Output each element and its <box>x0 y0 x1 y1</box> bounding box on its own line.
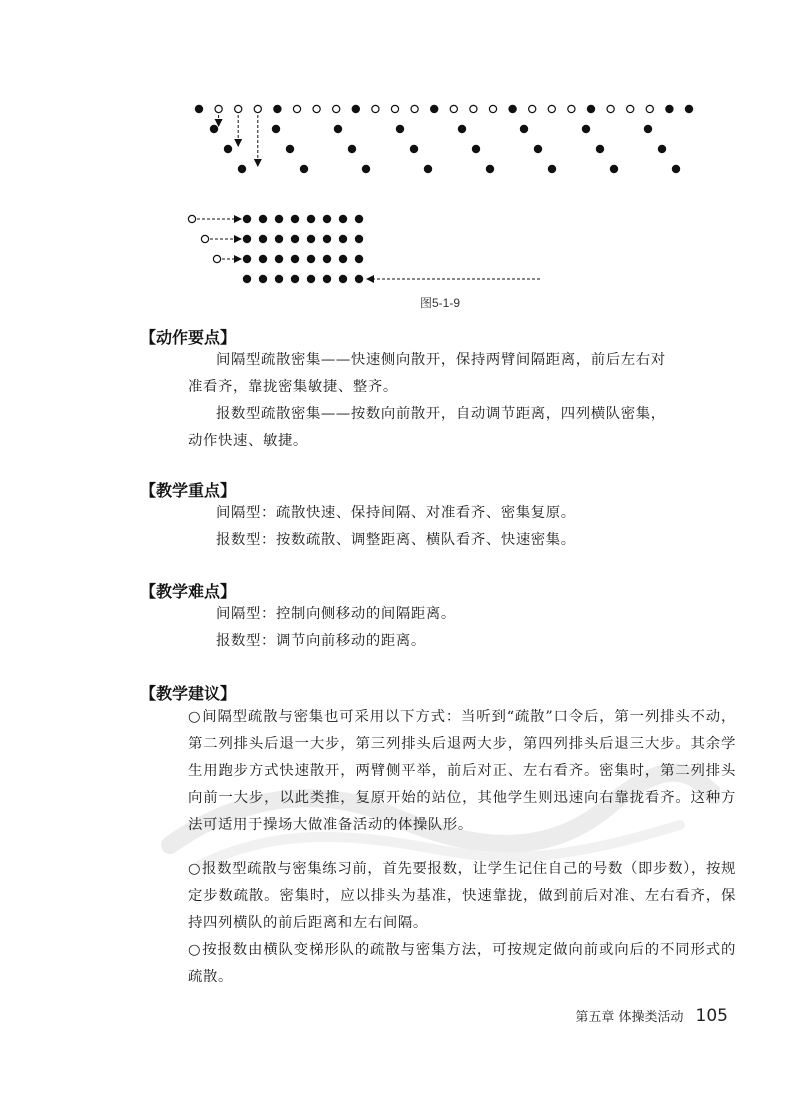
dense-block-person-marker <box>259 255 266 262</box>
teaching-focus-line-2: 报数型：按数疏散、调整距离、横队看齐、快速密集。 <box>216 532 576 548</box>
person-open-marker <box>215 105 222 112</box>
person-filled-marker <box>352 105 359 112</box>
dense-block-person-marker <box>323 255 330 262</box>
person-filled-marker <box>195 105 202 112</box>
formation-diagram <box>0 0 800 300</box>
suggestion-text-1: 间隔型疏散与密集也可采用以下方式：当听到“疏散”口令后，第一列排头不动，第二列排头后退一大步，第三列排头后退两大步，第四列排头后退三大步。其余学生用跑步方式快速散开，两臂侧平举，前后对正、左右看齐。密集时，第二列排头向前一大步，以此类推，复原开始的站位，其他学生则迅速向右靠拢看齐。这种方法可适用于操场大做准备活动的体操队形。 <box>188 709 736 833</box>
dense-block-person-marker <box>323 235 330 242</box>
bullet-circle-icon: ○ <box>188 709 202 725</box>
heading-action-points: 【动作要点】 <box>140 328 237 347</box>
person-filled-marker <box>587 105 594 112</box>
dense-block-person-marker <box>355 215 362 222</box>
echelon-person-marker <box>300 165 307 172</box>
person-open-marker <box>293 105 300 112</box>
person-open-marker <box>333 105 340 112</box>
person-filled-marker <box>666 105 673 112</box>
dense-block-person-marker <box>355 275 362 282</box>
page-number: 105 <box>695 1006 728 1026</box>
dense-block-person-marker <box>291 215 298 222</box>
action-points-line-2: 准看齐，靠拢密集敏捷、整齐。 <box>188 379 398 395</box>
dense-block-person-marker <box>291 275 298 282</box>
person-open-marker <box>470 105 477 112</box>
echelon-person-marker <box>644 125 651 132</box>
suggestion-item-1 <box>188 704 736 839</box>
dense-block-person-marker <box>275 235 282 242</box>
dense-block-person-marker <box>339 235 346 242</box>
echelon-person-marker <box>582 125 589 132</box>
echelon-person-marker <box>424 165 431 172</box>
dense-block-person-marker <box>291 235 298 242</box>
person-filled-marker <box>274 105 281 112</box>
dense-block-person-marker <box>243 215 250 222</box>
person-open-marker <box>372 105 379 112</box>
echelon-person-marker <box>224 145 231 152</box>
dense-block-person-marker <box>243 235 250 242</box>
dense-block-person-marker <box>259 275 266 282</box>
echelon-person-marker <box>334 125 341 132</box>
person-open-marker <box>391 105 398 112</box>
figure-caption: 图5-1-9 <box>419 296 460 310</box>
echelon-person-marker <box>348 145 355 152</box>
action-points-line-1: 间隔型疏散密集——快速侧向散开，保持两臂间隔距离，前后左右对 <box>216 352 666 368</box>
dense-block-person-marker <box>243 275 250 282</box>
action-points-line-4: 动作快速、敏捷。 <box>188 433 308 449</box>
person-filled-marker <box>431 105 438 112</box>
page-footer <box>575 1006 728 1026</box>
chapter-label: 第五章 体操类活动 <box>575 1010 684 1025</box>
echelon-person-marker <box>596 145 603 152</box>
person-filled-marker <box>685 105 692 112</box>
heading-teaching-difficulty: 【教学难点】 <box>140 582 237 601</box>
echelon-person-marker <box>458 125 465 132</box>
echelon-person-marker <box>396 125 403 132</box>
dense-block-person-marker <box>339 255 346 262</box>
echelon-person-marker <box>362 165 369 172</box>
echelon-person-marker <box>672 165 679 172</box>
bullet-circle-icon: ○ <box>188 942 202 958</box>
dense-block-person-marker <box>307 235 314 242</box>
suggestion-text-3: 按报数由横队变梯形队的疏散与密集方法，可按规定做向前或向后的不同形式的疏散。 <box>188 942 736 985</box>
person-open-marker <box>646 105 653 112</box>
echelon-person-marker <box>238 165 245 172</box>
person-open-marker <box>489 105 496 112</box>
dense-block-person-marker <box>259 235 266 242</box>
person-open-marker <box>450 105 457 112</box>
echelon-person-marker <box>534 145 541 152</box>
incoming-person-marker <box>213 255 220 262</box>
heading-teaching-suggestions: 【教学建议】 <box>140 684 237 703</box>
dense-block-person-marker <box>275 255 282 262</box>
person-open-marker <box>627 105 634 112</box>
echelon-person-marker <box>548 165 555 172</box>
heading-teaching-focus: 【教学重点】 <box>140 481 237 500</box>
dense-block-person-marker <box>339 215 346 222</box>
incoming-person-marker <box>188 215 195 222</box>
echelon-person-marker <box>472 145 479 152</box>
person-open-marker <box>529 105 536 112</box>
dense-block-person-marker <box>307 275 314 282</box>
dense-block-person-marker <box>275 215 282 222</box>
echelon-person-marker <box>610 165 617 172</box>
dense-block-person-marker <box>291 255 298 262</box>
teaching-difficulty-line-1: 间隔型：控制向侧移动的间隔距离。 <box>216 606 456 622</box>
person-open-marker <box>411 105 418 112</box>
dense-block-person-marker <box>307 215 314 222</box>
suggestion-item-2 <box>188 856 736 937</box>
dense-block-person-marker <box>243 255 250 262</box>
echelon-person-marker <box>286 145 293 152</box>
teaching-focus-line-1: 间隔型：疏散快速、保持间隔、对准看齐、密集复原。 <box>216 505 576 521</box>
incoming-person-marker <box>201 235 208 242</box>
person-open-marker <box>313 105 320 112</box>
teaching-difficulty-line-2: 报数型：调节向前移动的距离。 <box>216 633 426 649</box>
person-open-marker <box>235 105 242 112</box>
dense-block-person-marker <box>355 235 362 242</box>
echelon-person-marker <box>486 165 493 172</box>
echelon-person-marker <box>410 145 417 152</box>
dense-block-person-marker <box>323 275 330 282</box>
dense-block-person-marker <box>307 255 314 262</box>
action-points-line-3: 报数型疏散密集——按数向前散开，自动调节距离，四列横队密集， <box>216 406 666 422</box>
suggestion-item-3 <box>188 937 736 991</box>
echelon-person-marker <box>210 125 217 132</box>
person-open-marker <box>607 105 614 112</box>
person-open-marker <box>568 105 575 112</box>
person-open-marker <box>548 105 555 112</box>
echelon-person-marker <box>520 125 527 132</box>
echelon-person-marker <box>272 125 279 132</box>
dense-block-person-marker <box>259 215 266 222</box>
dense-block-person-marker <box>275 275 282 282</box>
dense-block-person-marker <box>355 255 362 262</box>
person-open-marker <box>254 105 261 112</box>
dense-block-person-marker <box>339 275 346 282</box>
dense-block-person-marker <box>323 215 330 222</box>
bullet-circle-icon: ○ <box>188 861 202 877</box>
person-filled-marker <box>509 105 516 112</box>
echelon-person-marker <box>658 145 665 152</box>
suggestion-text-2: 报数型疏散与密集练习前，首先要报数，让学生记住自己的号数（即步数），按规定步数疏散。密集时，应以排头为基准，快速靠拢，做到前后对准、左右看齐，保持四列横队的前后距离和左右间隔。 <box>188 861 736 931</box>
